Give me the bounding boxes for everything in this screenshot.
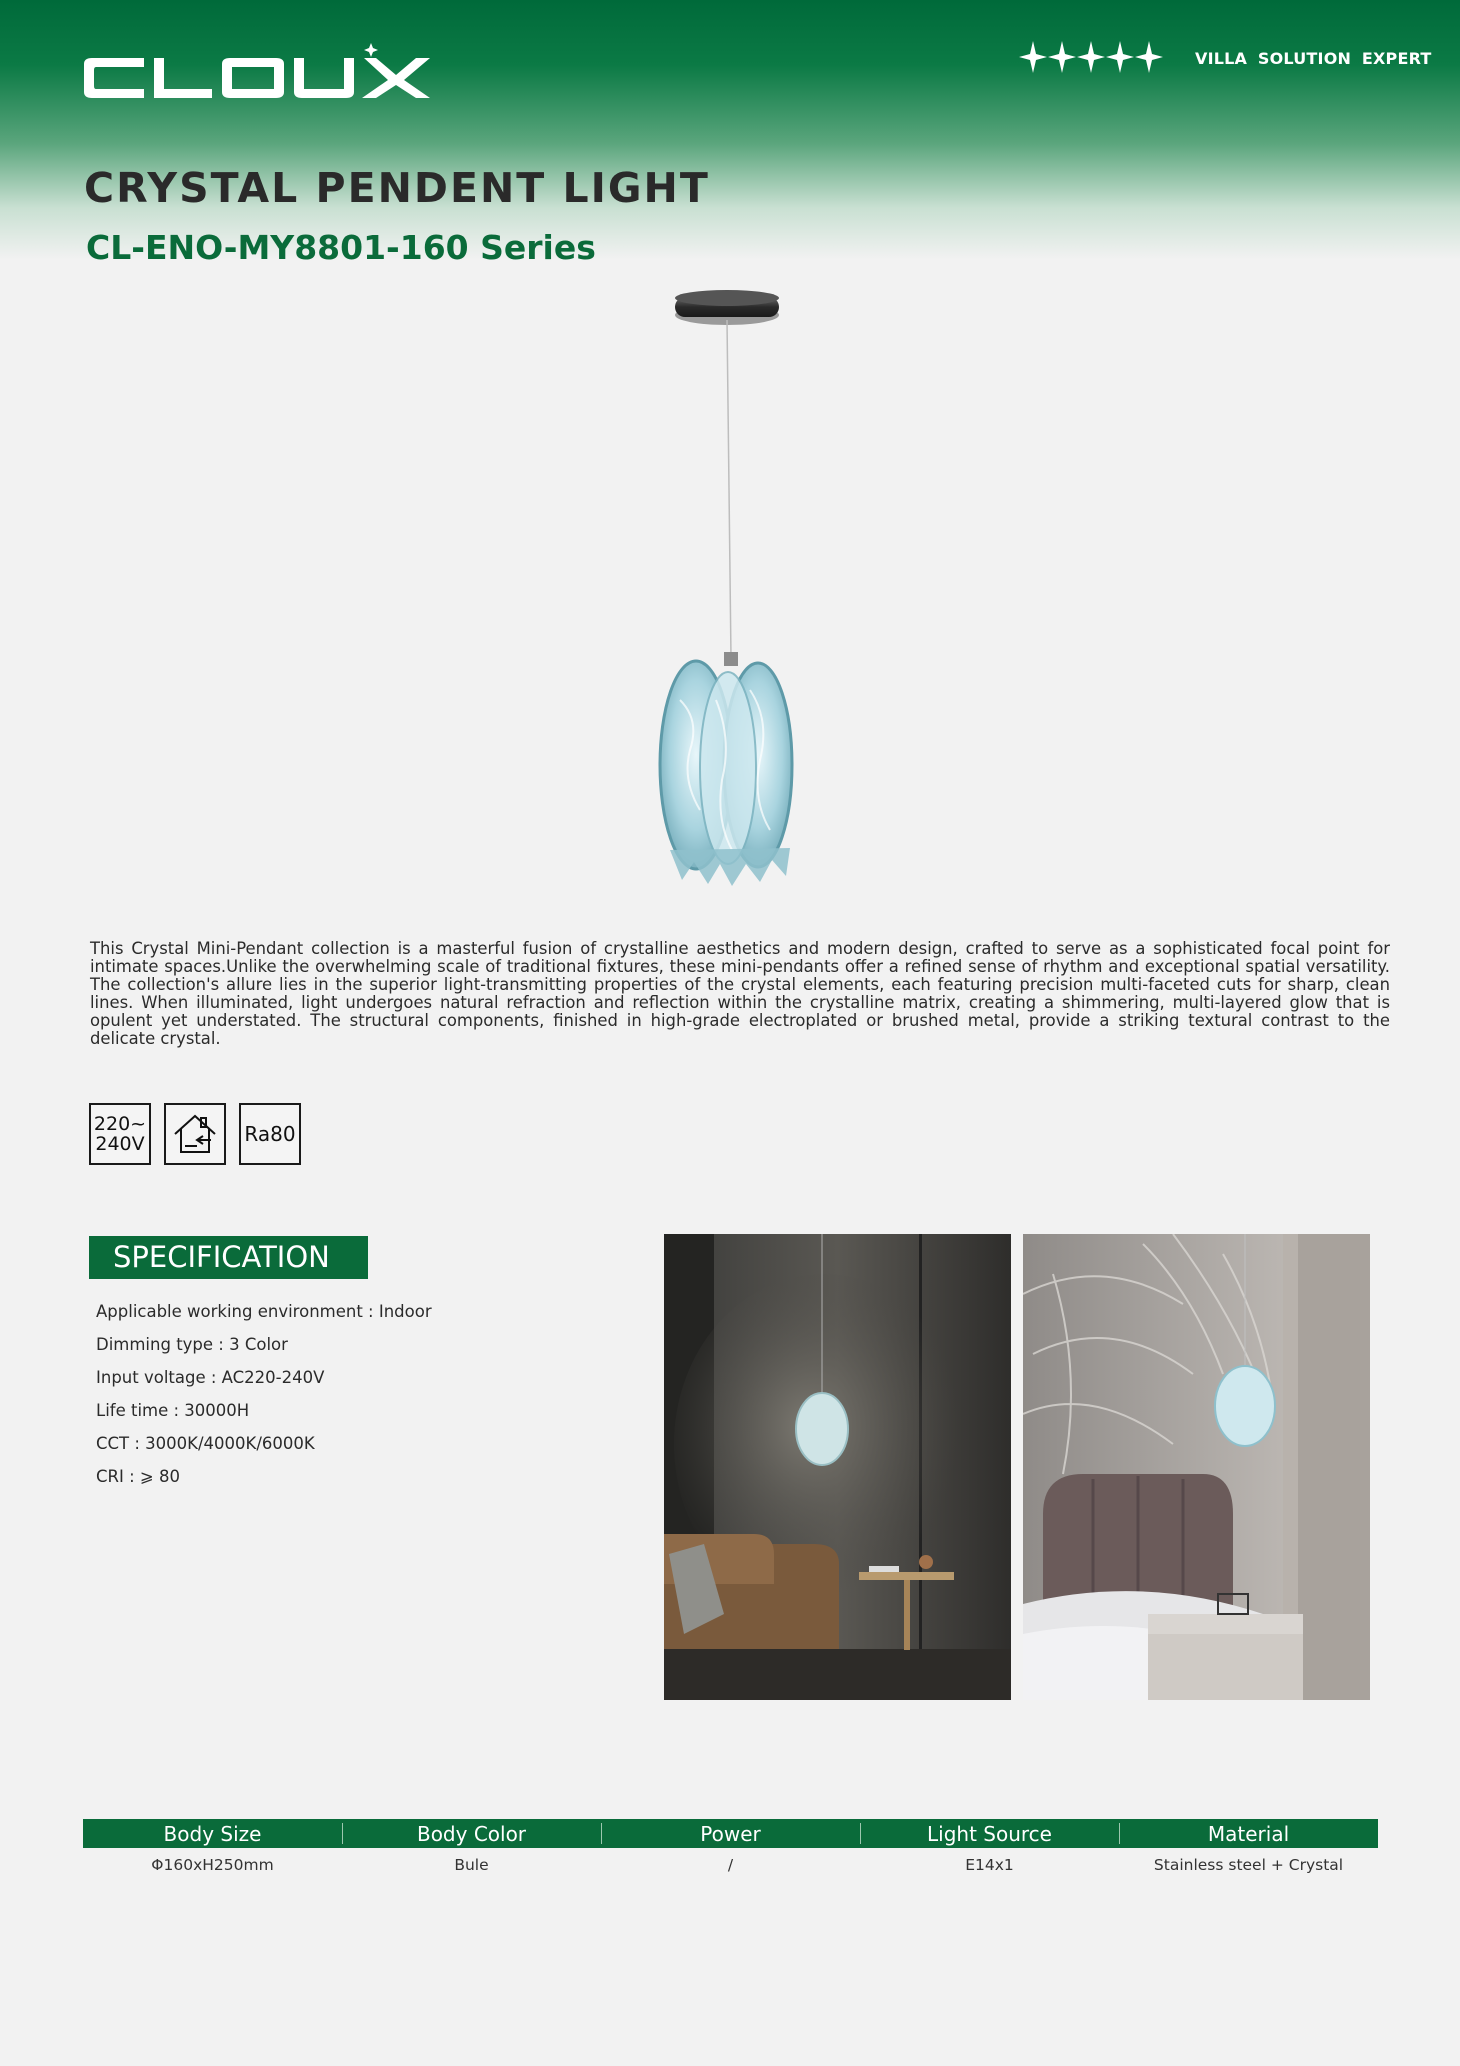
star-icon <box>1076 40 1106 74</box>
table-header-cell: Power <box>601 1819 860 1848</box>
living-room-photo <box>664 1234 1011 1700</box>
product-series: CL-ENO-MY8801-160 Series <box>86 228 596 267</box>
voltage-badge-line2: 240V <box>95 1133 145 1155</box>
spec-item: CCT : 3000K/4000K/6000K <box>96 1434 315 1453</box>
table-header-cell: Body Size <box>163 1822 262 1846</box>
spec-item: CRI : ⩾ 80 <box>96 1467 180 1486</box>
star-icon <box>1018 40 1048 74</box>
star-icon <box>1105 40 1135 74</box>
product-title: CRYSTAL PENDENT LIGHT <box>84 164 710 212</box>
star-icon <box>1134 40 1164 74</box>
feature-badges <box>89 1103 301 1165</box>
table-header-cell: Body Color <box>342 1819 601 1848</box>
table-cell: Φ160xH250mm <box>151 1856 274 1874</box>
spec-item: Dimming type : 3 Color <box>96 1335 288 1354</box>
cri-badge: Ra80 <box>239 1103 301 1165</box>
spec-item: Applicable working environment : Indoor <box>96 1302 432 1321</box>
specification-heading: SPECIFICATION <box>89 1236 368 1279</box>
voltage-badge <box>89 1103 151 1165</box>
bedroom-photo <box>1023 1234 1370 1700</box>
spec-item: Input voltage : AC220-240V <box>96 1368 325 1387</box>
table-cell: Stainless steel + Crystal <box>1153 1856 1344 1874</box>
table-cell: E14x1 <box>965 1856 1014 1874</box>
spec-item: Life time : 30000H <box>96 1401 250 1420</box>
voltage-badge-line1: 220~ <box>93 1113 147 1135</box>
table-header-cell: Light Source <box>860 1819 1119 1848</box>
table-row <box>83 1848 1378 1882</box>
specification-list <box>96 1302 432 1500</box>
product-spec-table <box>83 1819 1378 1882</box>
table-cell: / <box>727 1856 734 1874</box>
brand-tagline: VILLA SOLUTION EXPERT <box>1195 49 1432 68</box>
star-icon <box>1047 40 1077 74</box>
table-cell: Bule <box>454 1856 489 1874</box>
header-background <box>0 0 1460 260</box>
indoor-badge <box>164 1103 226 1165</box>
five-star-rating <box>1018 40 1163 80</box>
cloux-logo <box>82 42 437 104</box>
table-header-row <box>83 1819 1378 1848</box>
pendant-light-image <box>620 280 840 890</box>
product-description: This Crystal Mini-Pendant collection is a masterful fusion of crystalline aesthetics and modern design, crafted to serve as a sophisticated focal point for intimate spaces.Unlike the overwhelming scale of traditional fixtures, these mini-pendants offer a refined sense of rhythm and exceptional spatial versatility. The collection's allure lies in the superior light-transmitting properties of the crystal elements, each featuring precision multi-faceted cuts for sharp, clean lines. When illuminated, light undergoes natural refraction and reflection within the crystalline matrix, creating a shimmering, multi-layered glow that is opulent yet understated. The structural components, finished in high-grade electroplated or brushed metal, provide a striking textural contrast to the delicate crystal. <box>90 939 1390 1048</box>
table-header-cell: Material <box>1119 1819 1378 1848</box>
indoor-house-icon <box>171 1112 219 1156</box>
